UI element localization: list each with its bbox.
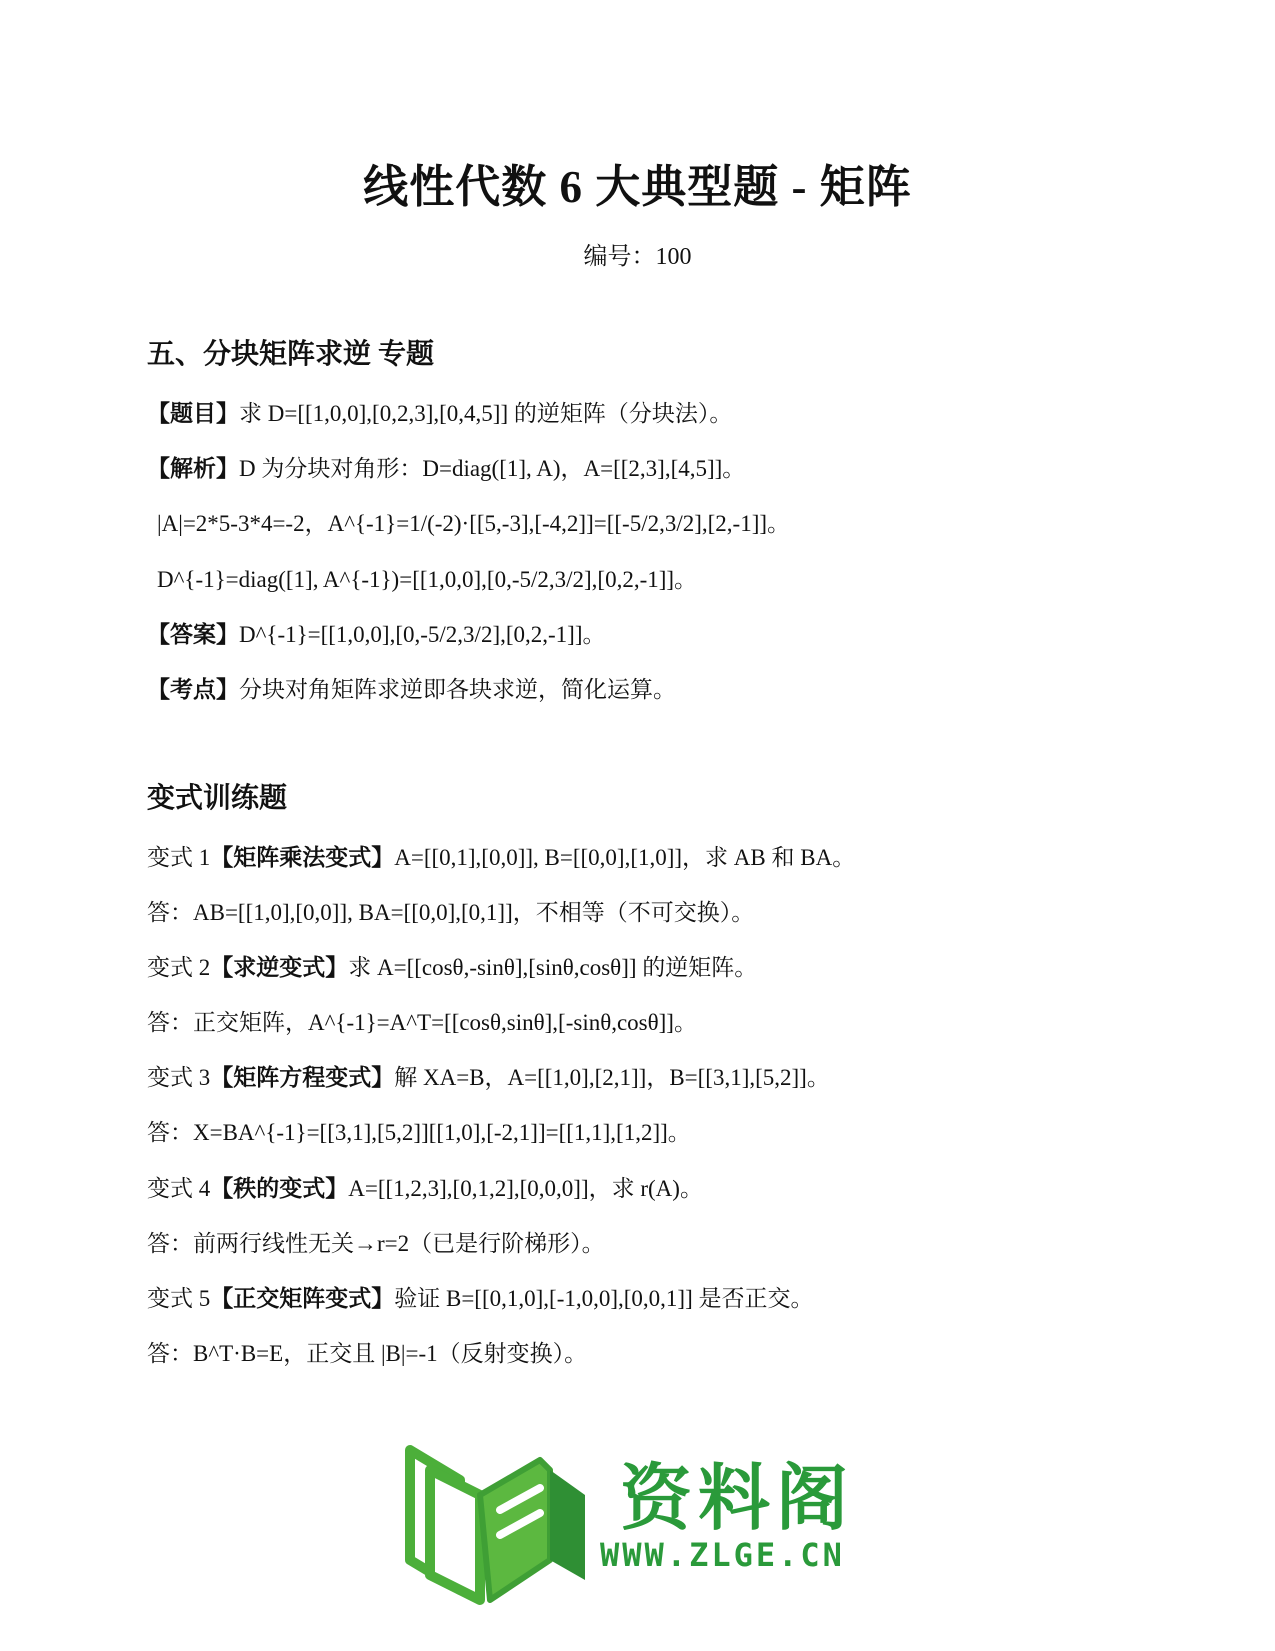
document-serial: 编号：100 <box>583 244 692 270</box>
logo-name: 资料阁 <box>620 1456 855 1540</box>
variant-4-question <box>147 1170 703 1203</box>
variant-prefix: 变式 2 <box>147 955 211 980</box>
analysis-text: D 为分块对角形：D=diag([1], A)，A=[[2,3],[4,5]]。 <box>239 456 746 481</box>
question-line <box>147 395 732 428</box>
variant-text: 验证 B=[[0,1,0],[-1,0,0],[0,0,1]] 是否正交。 <box>394 1286 814 1311</box>
variant-tag: 【正交矩阵变式】 <box>210 1286 395 1311</box>
section-title-variants: 变式训练题 <box>147 783 288 814</box>
analysis-line-3: D^{-1}=diag([1], A^{-1})=[[1,0,0],[0,-5/2,3/2],[0,2,-1]]。 <box>157 567 698 592</box>
answer-tag: 【答案】 <box>147 622 239 647</box>
variant-text: 求 A=[[cosθ,-sinθ],[sinθ,cosθ]] 的逆矩阵。 <box>348 955 758 980</box>
variant-text: 解 XA=B，A=[[1,0],[2,1]]，B=[[3,1],[5,2]]。 <box>394 1065 830 1090</box>
variant-tag: 【求逆变式】 <box>210 955 349 980</box>
answer-line <box>147 616 605 649</box>
variant-prefix: 变式 5 <box>147 1286 211 1311</box>
analysis-tag: 【解析】 <box>147 456 239 481</box>
question-tag: 【题目】 <box>147 401 239 426</box>
variant-prefix: 变式 1 <box>147 845 211 870</box>
variant-3-answer: 答：X=BA^{-1}=[[3,1],[5,2]][[1,0],[-2,1]]=[[1,1],[1,2]]。 <box>147 1120 691 1145</box>
point-text: 分块对角矩阵求逆即各块求逆，简化运算。 <box>239 677 676 702</box>
variant-prefix: 变式 4 <box>147 1176 211 1201</box>
analysis-line-2: |A|=2*5-3*4=-2，A^{-1}=1/(-2)·[[5,-3],[-4,2]]=[[-5/2,3/2],[2,-1]]。 <box>157 511 791 536</box>
variant-5-question <box>147 1280 814 1313</box>
variant-prefix: 变式 3 <box>147 1065 211 1090</box>
analysis-line <box>147 450 745 483</box>
point-tag: 【考点】 <box>147 677 239 702</box>
open-book-icon <box>400 1440 600 1610</box>
document-title: 线性代数 6 大典型题 - 矩阵 <box>363 162 912 212</box>
question-text: 求 D=[[1,0,0],[0,2,3],[0,4,5]] 的逆矩阵（分块法）。 <box>239 401 733 426</box>
variant-text: A=[[0,1],[0,0]], B=[[0,0],[1,0]]，求 AB 和 BA。 <box>394 845 856 870</box>
variant-tag: 【秩的变式】 <box>210 1176 349 1201</box>
variant-tag: 【矩阵乘法变式】 <box>210 845 395 870</box>
variant-2-answer: 答：正交矩阵，A^{-1}=A^T=[[cosθ,sinθ],[-sinθ,cosθ]]。 <box>147 1010 697 1035</box>
answer-text: D^{-1}=[[1,0,0],[0,-5/2,3/2],[0,2,-1]]。 <box>239 622 606 647</box>
variant-1-answer: 答：AB=[[1,0],[0,0]], BA=[[0,0],[0,1]]，不相等（不可交换）。 <box>147 900 755 925</box>
variant-5-answer: 答：B^T·B=E，正交且 |B|=-1（反射变换）。 <box>147 1341 588 1366</box>
site-logo <box>400 1440 870 1610</box>
section-title-block-inverse: 五、分块矩阵求逆 专题 <box>147 339 435 370</box>
variant-4-answer: 答：前两行线性无关→r=2（已是行阶梯形）。 <box>147 1231 605 1256</box>
logo-url: WWW.ZLGE.CN <box>600 1536 845 1574</box>
variant-text: A=[[1,2,3],[0,1,2],[0,0,0]]，求 r(A)。 <box>348 1176 703 1201</box>
variant-3-question <box>147 1059 830 1092</box>
point-line <box>147 671 676 704</box>
variant-tag: 【矩阵方程变式】 <box>210 1065 395 1090</box>
variant-1-question <box>147 839 855 872</box>
variant-2-question <box>147 949 757 982</box>
